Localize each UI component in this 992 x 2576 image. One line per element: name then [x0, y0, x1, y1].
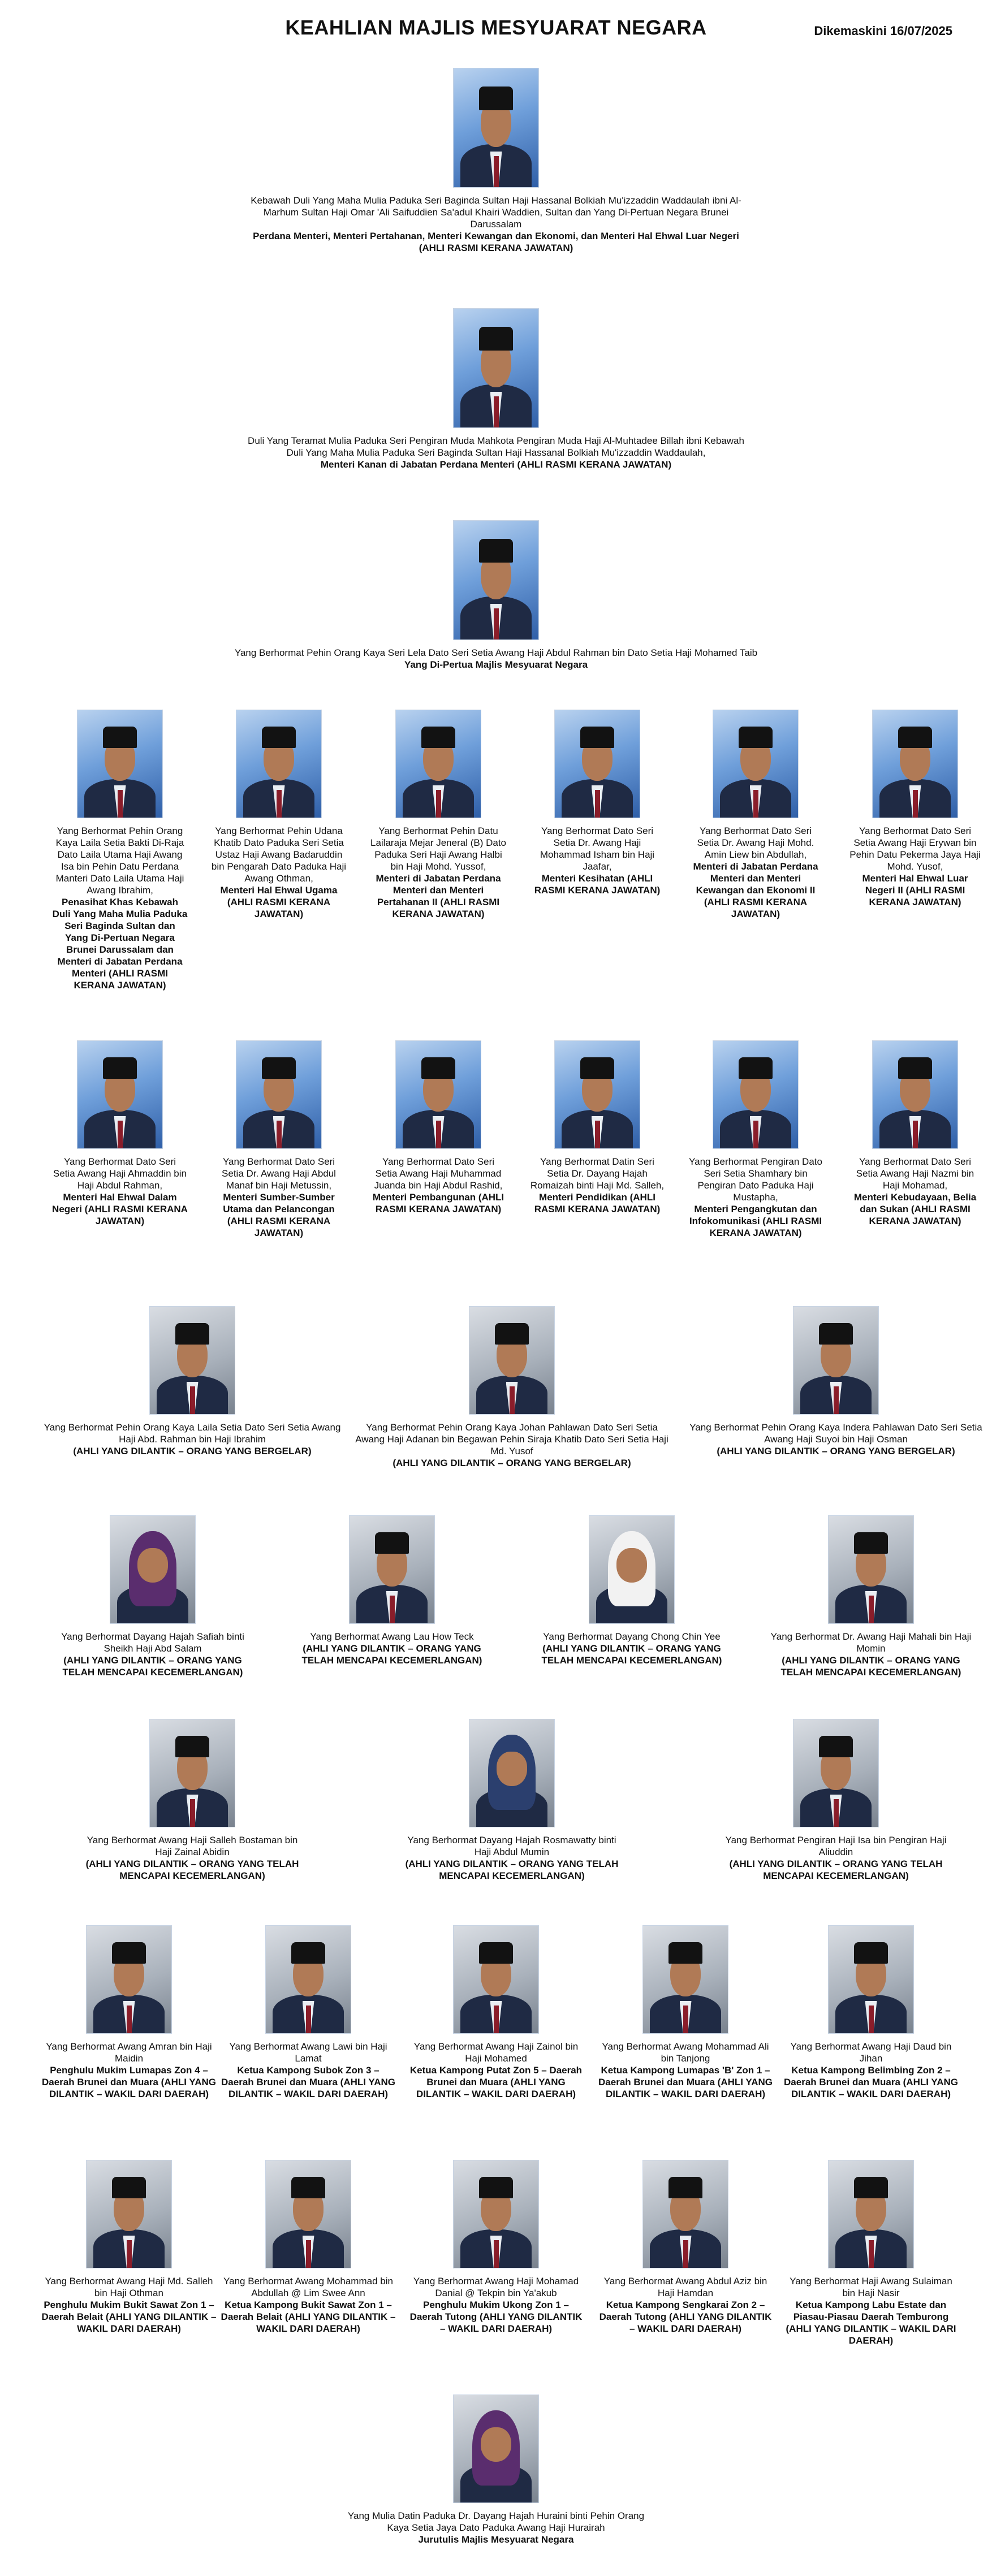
member-portrait — [793, 1306, 879, 1415]
member-portrait — [349, 1515, 435, 1624]
member-name: Kebawah Duli Yang Maha Mulia Paduka Seri Baginda Sultan Haji Hassanal Bolkiah Mu'izzaddin Waddaulah ibni Al-Marhum Sultan Haji Omar 'Ali Saifuddien Sa'adul Khairi Waddien, Sultan dan Yang Di-Pertuan Negara Brunei Darussalam — [251, 195, 741, 230]
member-name: Yang Berhormat Pengiran Dato Seri Setia Shamhary bin Pengiran Dato Paduka Haji Mustapha, — [689, 1156, 822, 1203]
member-portrait — [793, 1719, 879, 1827]
member-role: (AHLI YANG DILANTIK – ORANG YANG BERGELAR) — [393, 1458, 631, 1468]
member-name: Yang Berhormat Awang Amran bin Haji Maidin — [46, 2041, 212, 2064]
member-name: Yang Berhormat Pehin Udana Khatib Dato Paduka Seri Setia Ustaz Haji Awang Badaruddin bin Pengarah Dato Paduka Haji Awang Othman, — [211, 825, 347, 884]
member-caption — [211, 1156, 347, 1239]
member-name: Yang Berhormat Awang Lawi bin Haji Lamat — [229, 2041, 387, 2064]
member-portrait — [554, 1040, 640, 1149]
member-role: Menteri Pembangunan (AHLI RASMI KERANA JAWATAN) — [372, 1192, 504, 1214]
member-role: Ketua Kampong Subok Zon 3 – Daerah Brunei dan Muara (AHLI YANG DILANTIK – WAKIL DARI DAERAH) — [221, 2065, 395, 2099]
member-caption — [847, 1156, 983, 1227]
member-portrait — [453, 68, 539, 188]
member-card — [211, 1040, 347, 1239]
member-caption — [688, 825, 823, 920]
member-name: Yang Berhormat Dato Seri Setia Awang Haji Erywan bin Pehin Datu Pekerma Jaya Haji Mohd. Yusof, — [849, 825, 981, 872]
member-card — [353, 1306, 670, 1469]
member-portrait — [110, 1515, 196, 1624]
member-caption — [221, 2041, 396, 2100]
member-role: Menteri Hal Ehwal Dalam Negeri (AHLI RASMI KERANA JAWATAN) — [52, 1192, 188, 1226]
member-name: Yang Berhormat Awang Haji Salleh Bostaman bin Haji Zainal Abidin — [87, 1835, 298, 1857]
member-card — [408, 1925, 584, 2100]
member-portrait — [872, 1040, 958, 1149]
member-name: Duli Yang Teramat Mulia Paduka Seri Pengiran Muda Mahkota Pengiran Muda Haji Al-Muhtadee Billah ibni Kebawah Duli Yang Maha Mulia Paduka Seri Baginda Sultan Haji Hassanal Bolkiah Mu'izzaddin Waddaulah, — [248, 435, 744, 458]
member-portrait — [86, 2160, 172, 2268]
member-card — [529, 1040, 665, 1215]
member-name: Yang Berhormat Dato Seri Setia Awang Haji Ahmaddin bin Haji Abdul Rahman, — [53, 1156, 187, 1191]
member-caption — [783, 2275, 959, 2346]
member-card — [683, 1306, 989, 1457]
member-portrait — [453, 308, 539, 428]
member-portrait — [149, 1306, 235, 1415]
member-card — [221, 2160, 396, 2335]
member-role: Menteri di Jabatan Perdana Menteri dan Menteri Kewangan dan Ekonomi II (AHLI RASMI KERANA JAWATAN) — [693, 861, 818, 919]
member-portrait — [713, 1040, 799, 1149]
member-portrait — [395, 1040, 481, 1149]
member-role: Yang Di-Pertua Majlis Mesyuarat Negara — [404, 659, 588, 670]
member-card — [530, 1515, 734, 1666]
member-portrait — [642, 2160, 728, 2268]
member-card — [783, 1925, 959, 2100]
member-caption — [688, 1156, 823, 1239]
member-card — [598, 1925, 773, 2100]
member-role: (AHLI YANG DILANTIK – ORANG YANG TELAH MENCAPAI KECEMERLANGAN) — [301, 1643, 482, 1666]
member-caption — [52, 825, 188, 991]
member-name: Yang Berhormat Dato Seri Setia Dr. Awang Haji Abdul Manaf bin Haji Metussin, — [222, 1156, 336, 1191]
member-name: Yang Berhormat Dayang Hajah Safiah binti Sheikh Haji Abd Salam — [61, 1631, 244, 1654]
member-portrait — [453, 2160, 539, 2268]
member-role: (AHLI YANG DILANTIK – ORANG YANG BERGELAR) — [717, 1446, 955, 1456]
member-role: Penghulu Mukim Ukong Zon 1 – Daerah Tutong (AHLI YANG DILANTIK – WAKIL DARI DAERAH) — [409, 2300, 583, 2334]
member-card — [847, 1040, 983, 1227]
member-portrait — [828, 1515, 914, 1624]
member-role: Menteri Pendidikan (AHLI RASMI KERANA JAWATAN) — [534, 1192, 661, 1214]
member-role: Ketua Kampong Labu Estate dan Piasau-Piasau Daerah Temburong (AHLI YANG DILANTIK – WAKIL DARI DAERAH) — [786, 2300, 956, 2346]
member-card — [769, 1515, 973, 1678]
member-name: Yang Berhormat Dato Seri Setia Dr. Awang Haji Mohammad Isham bin Haji Jaafar, — [540, 825, 655, 872]
member-portrait — [149, 1719, 235, 1827]
member-role: Ketua Kampong Belimbing Zon 2 – Daerah Brunei dan Muara (AHLI YANG DILANTIK – WAKIL DARI DAERAH) — [784, 2065, 958, 2099]
member-role: (AHLI YANG DILANTIK – ORANG YANG TELAH MENCAPAI KECEMERLANGAN) — [405, 1858, 619, 1881]
member-portrait — [86, 1925, 172, 2034]
member-role: (AHLI YANG DILANTIK – ORANG YANG TELAH MENCAPAI KECEMERLANGAN) — [729, 1858, 943, 1881]
member-name: Yang Berhormat Awang Mohammad bin Abdullah @ Lim Swee Ann — [223, 2276, 393, 2298]
member-portrait — [453, 2395, 539, 2503]
member-portrait — [554, 710, 640, 818]
member-caption — [290, 1631, 494, 1666]
member-role: Jurutulis Majlis Mesyuarat Negara — [418, 2534, 574, 2545]
member-name: Yang Berhormat Pengiran Haji Isa bin Pengiran Haji Aliuddin — [725, 1835, 947, 1857]
member-name: Yang Berhormat Pehin Orang Kaya Laila Setia Bakti Di-Raja Dato Laila Utama Haji Awang Isa bin Pehin Datu Perdana Manteri Dato Laila Utama Haji Awang Ibrahim, — [55, 825, 184, 896]
member-portrait — [236, 1040, 322, 1149]
member-card — [79, 1719, 305, 1882]
member-name: Yang Berhormat Dato Seri Setia Awang Haji Nazmi bin Haji Mohamad, — [856, 1156, 974, 1191]
member-role: Ketua Kampong Sengkarai Zon 2 – Daerah Tutong (AHLI YANG DILANTIK – WAKIL DARI DAERAH) — [599, 2300, 772, 2334]
member-caption — [370, 825, 506, 920]
member-caption — [529, 825, 665, 896]
member-card — [688, 710, 823, 920]
member-caption — [769, 1631, 973, 1678]
member-name: Yang Berhormat Awang Haji Daud bin Jihan — [790, 2041, 952, 2064]
member-caption — [338, 2510, 654, 2545]
member-caption — [52, 1156, 188, 1227]
member-caption — [408, 2275, 584, 2335]
member-name: Yang Berhormat Awang Haji Mohamad Danial @ Tekpin bin Ya'akub — [413, 2276, 579, 2298]
member-caption — [683, 1421, 989, 1457]
member-caption — [399, 1834, 625, 1882]
member-role: Ketua Kampong Bukit Sawat Zon 1 – Daerah Belait (AHLI YANG DILANTIK – WAKIL DARI DAERAH) — [221, 2300, 396, 2334]
member-card — [370, 710, 506, 920]
member-card — [211, 710, 347, 920]
member-caption — [41, 2041, 217, 2100]
member-caption — [41, 2275, 217, 2335]
member-caption — [598, 2041, 773, 2100]
member-portrait — [265, 2160, 351, 2268]
member-name: Yang Berhormat Pehin Datu Lailaraja Mejar Jeneral (B) Dato Paduka Seri Haji Awang Halbi bin Haji Mohd. Yussof, — [370, 825, 506, 872]
member-card — [41, 2160, 217, 2335]
member-card — [338, 2395, 654, 2545]
member-role: Menteri Hal Ehwal Ugama (AHLI RASMI KERANA JAWATAN) — [220, 885, 338, 919]
member-name: Yang Berhormat Awang Haji Zainol bin Haji Mohamed — [413, 2041, 579, 2064]
member-name: Yang Berhormat Pehin Orang Kaya Johan Pahlawan Dato Seri Setia Awang Haji Adanan bin Begawan Pehin Siraja Khatib Dato Seri Setia Haji Md. Yusof — [355, 1422, 668, 1456]
member-card — [847, 710, 983, 908]
member-role: (AHLI YANG DILANTIK – ORANG YANG TELAH MENCAPAI KECEMERLANGAN) — [780, 1655, 961, 1678]
member-caption — [408, 2041, 584, 2100]
member-caption — [241, 195, 751, 254]
member-role: (AHLI YANG DILANTIK – ORANG YANG TELAH MENCAPAI KECEMERLANGAN) — [62, 1655, 243, 1678]
member-card — [783, 2160, 959, 2346]
member-role: Menteri Kesihatan (AHLI RASMI KERANA JAWATAN) — [534, 873, 661, 896]
member-name: Yang Berhormat Awang Abdul Aziz bin Haji Hamdan — [603, 2276, 767, 2298]
member-role: Menteri Sumber-Sumber Utama dan Pelancongan (AHLI RASMI KERANA JAWATAN) — [223, 1192, 335, 1238]
member-card — [723, 1719, 949, 1882]
member-caption — [783, 2041, 959, 2100]
member-name: Yang Mulia Datin Paduka Dr. Dayang Hajah Huraini binti Pehin Orang Kaya Setia Jaya Dato Paduka Awang Haji Hurairah — [347, 2510, 645, 2533]
member-role: (AHLI YANG DILANTIK – ORANG YANG TELAH MENCAPAI KECEMERLANGAN) — [541, 1643, 722, 1666]
member-role: Penghulu Mukim Bukit Sawat Zon 1 – Daerah Belait (AHLI YANG DILANTIK – WAKIL DARI DAERAH) — [41, 2300, 217, 2334]
member-name: Yang Berhormat Dato Seri Setia Awang Haji Muhammad Juanda bin Haji Abdul Rashid, — [374, 1156, 503, 1191]
member-portrait — [236, 710, 322, 818]
member-role: Menteri Kebudayaan, Belia dan Sukan (AHLI RASMI KERANA JAWATAN) — [853, 1192, 977, 1226]
member-card — [688, 1040, 823, 1239]
member-role: Penasihat Khas Kebawah Duli Yang Maha Mulia Paduka Seri Baginda Sultan dan Yang Di-Pertuan Negara Brunei Darussalam dan Menteri di Jabatan Perdana Menteri (AHLI RASMI KERANA JAWATAN) — [52, 897, 188, 991]
member-name: Yang Berhormat Pehin Orang Kaya Seri Lela Dato Seri Setia Awang Haji Abdul Rahman bin Dato Setia Haji Mohamed Taib — [234, 647, 758, 658]
member-name: Yang Berhormat Pehin Orang Kaya Laila Setia Dato Seri Setia Awang Haji Abd. Rahman bin Haji Ibrahim — [44, 1422, 341, 1445]
member-portrait — [77, 710, 163, 818]
member-portrait — [828, 2160, 914, 2268]
member-card — [51, 1515, 255, 1678]
member-card — [290, 1515, 494, 1666]
member-portrait — [872, 710, 958, 818]
member-role: Perdana Menteri, Menteri Pertahanan, Menteri Kewangan dan Ekonomi, dan Menteri Hal Ehwal Luar Negeri (AHLI RASMI KERANA JAWATAN) — [253, 231, 739, 253]
member-role: Ketua Kampong Putat Zon 5 – Daerah Brunei dan Muara (AHLI YANG DILANTIK – WAKIL DARI DAERAH) — [409, 2065, 583, 2099]
member-role: Ketua Kampong Lumapas 'B' Zon 1 – Daerah Brunei dan Muara (AHLI YANG DILANTIK – WAKIL DARI DAERAH) — [598, 2065, 773, 2099]
member-portrait — [642, 1925, 728, 2034]
member-caption — [353, 1421, 670, 1469]
member-caption — [370, 1156, 506, 1215]
member-card — [241, 308, 751, 470]
member-name: Yang Berhormat Awang Lau How Teck — [310, 1631, 474, 1642]
member-portrait — [469, 1719, 555, 1827]
member-caption — [241, 435, 751, 470]
member-caption — [723, 1834, 949, 1882]
member-portrait — [395, 710, 481, 818]
member-name: Yang Berhormat Haji Awang Sulaiman bin Haji Nasir — [790, 2276, 952, 2298]
member-card — [370, 1040, 506, 1215]
member-role: Menteri di Jabatan Perdana Menteri dan Menteri Pertahanan II (AHLI RASMI KERANA JAWATAN) — [376, 873, 501, 919]
member-card — [52, 1040, 188, 1227]
updated-date: Dikemaskini 16/07/2025 — [814, 24, 952, 38]
member-caption — [79, 1834, 305, 1882]
member-caption — [171, 647, 821, 671]
member-card — [529, 710, 665, 896]
member-name: Yang Berhormat Dato Seri Setia Dr. Awang Haji Mohd. Amin Liew bin Abdullah, — [697, 825, 814, 860]
member-role: Menteri Pengangkutan dan Infokomunikasi (AHLI RASMI KERANA JAWATAN) — [689, 1204, 822, 1238]
member-name: Yang Berhormat Awang Haji Md. Salleh bin Haji Othman — [45, 2276, 213, 2298]
member-caption — [598, 2275, 773, 2335]
member-caption — [847, 825, 983, 908]
member-portrait — [453, 520, 539, 640]
member-portrait — [77, 1040, 163, 1149]
member-caption — [530, 1631, 734, 1666]
member-card — [52, 710, 188, 991]
member-portrait — [589, 1515, 675, 1624]
member-caption — [529, 1156, 665, 1215]
member-role: Menteri Kanan di Jabatan Perdana Menteri (AHLI RASMI KERANA JAWATAN) — [320, 459, 672, 470]
member-card — [598, 2160, 773, 2335]
member-role: Penghulu Mukim Lumapas Zon 4 – Daerah Brunei dan Muara (AHLI YANG DILANTIK – WAKIL DARI DAERAH) — [42, 2065, 216, 2099]
member-card — [41, 1925, 217, 2100]
member-name: Yang Berhormat Dayang Chong Chin Yee — [543, 1631, 721, 1642]
member-caption — [221, 2275, 396, 2335]
member-portrait — [265, 1925, 351, 2034]
member-name: Yang Berhormat Awang Mohammad Ali bin Tanjong — [602, 2041, 769, 2064]
member-card — [171, 520, 821, 671]
member-card — [221, 1925, 396, 2100]
member-card — [408, 2160, 584, 2335]
member-name: Yang Berhormat Dr. Awang Haji Mahali bin Haji Momin — [770, 1631, 972, 1654]
member-portrait — [453, 1925, 539, 2034]
member-name: Yang Berhormat Dayang Hajah Rosmawatty binti Haji Abdul Mumin — [407, 1835, 616, 1857]
member-name: Yang Berhormat Datin Seri Setia Dr. Dayang Hajah Romaizah binti Haji Md. Salleh, — [530, 1156, 665, 1191]
member-card — [399, 1719, 625, 1882]
member-caption — [40, 1421, 345, 1457]
member-portrait — [828, 1925, 914, 2034]
member-portrait — [469, 1306, 555, 1415]
member-name: Yang Berhormat Pehin Orang Kaya Indera Pahlawan Dato Seri Setia Awang Haji Suyoi bin Haji Osman — [689, 1422, 982, 1445]
member-role: Menteri Hal Ehwal Luar Negeri II (AHLI RASMI KERANA JAWATAN) — [862, 873, 968, 907]
member-portrait — [713, 710, 799, 818]
member-caption — [211, 825, 347, 920]
page-title: KEAHLIAN MAJLIS MESYUARAT NEGARA — [285, 16, 707, 39]
member-role: (AHLI YANG DILANTIK – ORANG YANG TELAH MENCAPAI KECEMERLANGAN) — [85, 1858, 299, 1881]
member-role: (AHLI YANG DILANTIK – ORANG YANG BERGELAR) — [73, 1446, 312, 1456]
member-card — [40, 1306, 345, 1457]
member-card — [241, 68, 751, 254]
member-caption — [51, 1631, 255, 1678]
